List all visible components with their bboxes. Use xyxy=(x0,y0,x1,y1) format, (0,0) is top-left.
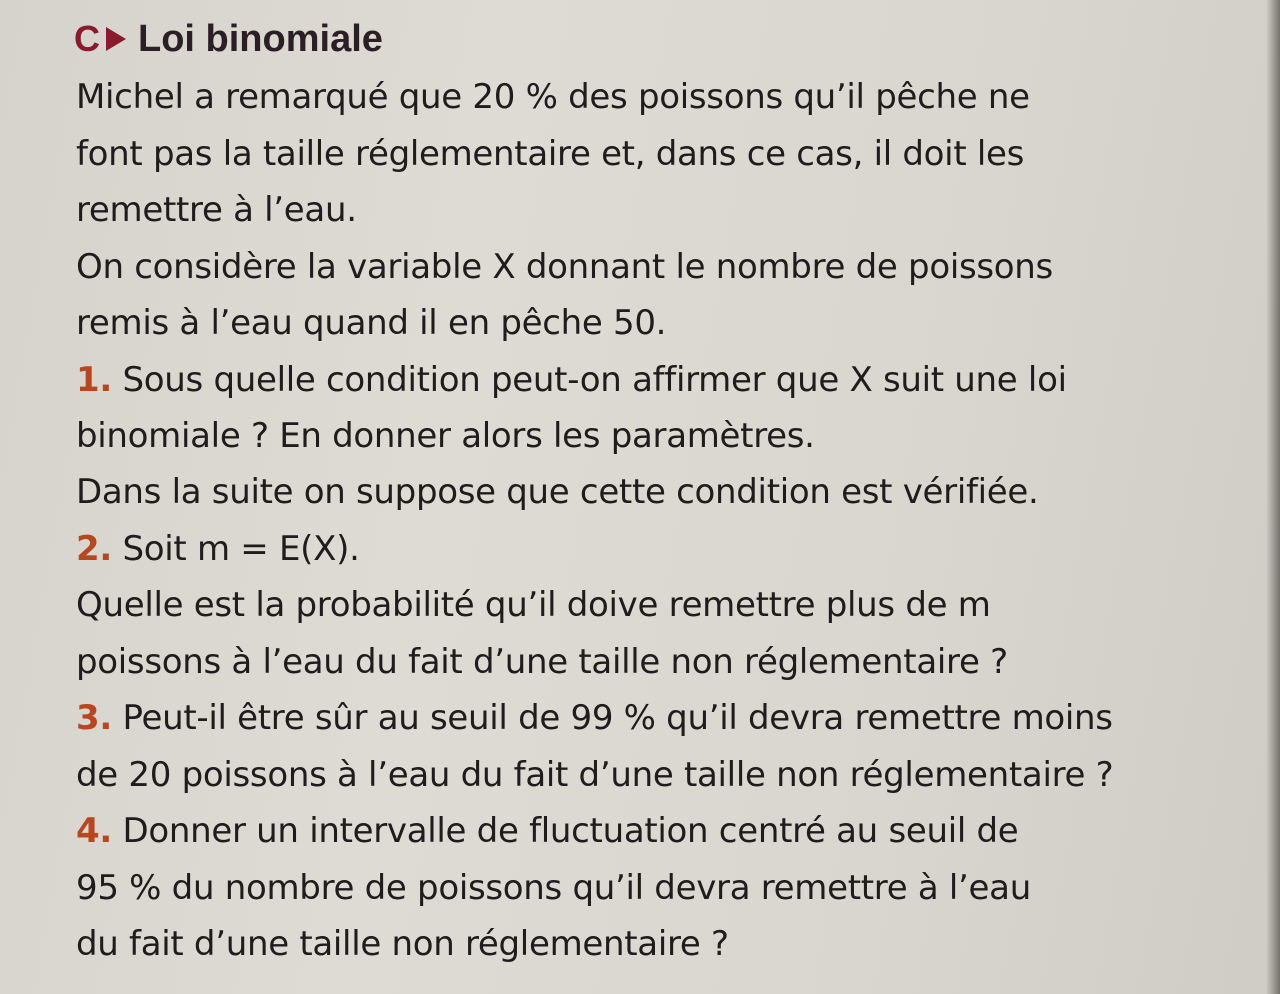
question-text: Soit m = E(X). xyxy=(122,529,360,569)
question-number: 2. xyxy=(76,529,112,569)
text-line: Quelle est la probabilité qu’il doive remettre plus de m xyxy=(76,585,991,625)
text-line: On considère la variable X donnant le nombre de poissons xyxy=(76,247,1053,287)
triangle-icon xyxy=(106,27,126,51)
question-number: 3. xyxy=(76,698,112,738)
question-2 xyxy=(76,524,360,574)
question-text: Donner un intervalle de fluctuation centré au seuil de xyxy=(122,811,1019,851)
section-letter: C xyxy=(74,18,100,59)
page-edge-shadow xyxy=(1266,0,1280,994)
question-text: Sous quelle condition peut-on affirmer que X suit une loi xyxy=(122,360,1067,400)
text-line: remis à l’eau quand il en pêche 50. xyxy=(76,303,667,343)
text-line: Dans la suite on suppose que cette condition est vérifiée. xyxy=(76,472,1039,512)
text-line: remettre à l’eau. xyxy=(76,190,357,230)
text-line: de 20 poissons à l’eau du fait d’une taille non réglementaire ? xyxy=(76,755,1114,795)
question-4 xyxy=(76,806,1018,856)
section-title: Loi binomiale xyxy=(138,17,383,60)
text-line: du fait d’une taille non réglementaire ? xyxy=(76,924,729,964)
text-line: poissons à l’eau du fait d’une taille non réglementaire ? xyxy=(76,642,1008,682)
question-3 xyxy=(76,693,1113,743)
question-1 xyxy=(76,355,1067,405)
question-number: 4. xyxy=(76,811,112,851)
question-text: Peut-il être sûr au seuil de 99 % qu’il devra remettre moins xyxy=(122,698,1113,738)
text-line: font pas la taille réglementaire et, dans ce cas, il doit les xyxy=(76,134,1025,174)
text-line: 95 % du nombre de poissons qu’il devra remettre à l’eau xyxy=(76,868,1031,908)
question-number: 1. xyxy=(76,360,112,400)
section-heading xyxy=(74,14,383,64)
text-line: binomiale ? En donner alors les paramètres. xyxy=(76,416,815,456)
text-line: Michel a remarqué que 20 % des poissons qu’il pêche ne xyxy=(76,77,1030,117)
